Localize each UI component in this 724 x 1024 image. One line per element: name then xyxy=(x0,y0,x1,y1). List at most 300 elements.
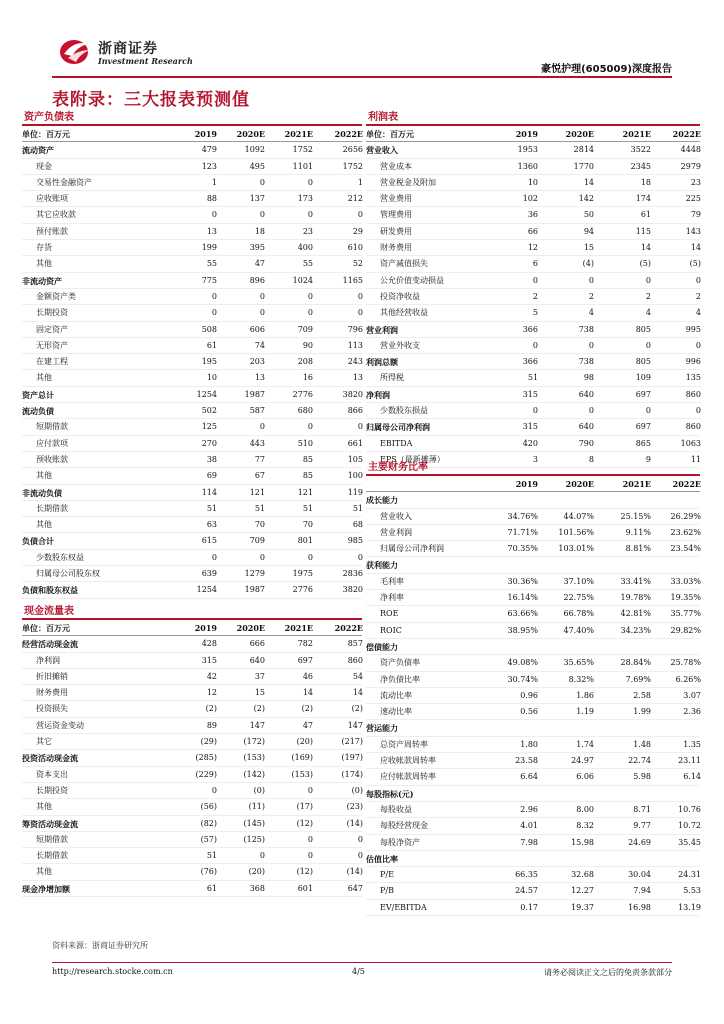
year-header: 2020E xyxy=(565,479,594,489)
cell-value: 1101 xyxy=(292,161,313,171)
row-label: 营业税金及附加 xyxy=(380,177,436,187)
footer-url[interactable]: http://research.stocke.com.cn xyxy=(52,967,173,976)
table-row xyxy=(22,322,362,338)
cell-value: 109 xyxy=(635,373,651,383)
cell-value: 25.15% xyxy=(620,511,651,521)
cell-value: 34.23% xyxy=(620,625,651,635)
cell-value: 142 xyxy=(578,194,594,204)
cell-value: (153) xyxy=(243,753,265,763)
row-label: 投资净收益 xyxy=(380,291,420,301)
cell-value: 8.00 xyxy=(576,804,594,814)
cell-value: 63.66% xyxy=(507,609,538,619)
cell-value: 400 xyxy=(297,243,313,253)
cell-value: 680 xyxy=(297,406,313,416)
cell-value: 1254 xyxy=(196,585,217,595)
row-label: 归属母公司股东权 xyxy=(36,569,100,579)
cell-value: 610 xyxy=(347,243,363,253)
cell-value: (14) xyxy=(346,818,363,828)
table-row xyxy=(22,669,362,685)
cell-value: 0 xyxy=(645,406,651,416)
table-row xyxy=(366,387,700,403)
cell-value: 697 xyxy=(635,422,651,432)
cell-value: (5) xyxy=(689,259,701,269)
cell-value: 123 xyxy=(201,161,217,171)
cell-value: 2776 xyxy=(292,389,313,399)
row-label: 净利润 xyxy=(366,389,390,400)
row-label: 其他 xyxy=(36,520,52,530)
cell-value: 738 xyxy=(578,357,594,367)
cell-value xyxy=(651,851,701,866)
cell-value: 0 xyxy=(695,340,701,350)
cell-value: 13 xyxy=(206,226,217,236)
cell-value: 0 xyxy=(259,851,265,861)
cell-value: 22.75% xyxy=(563,593,594,603)
row-label: 非流动资产 xyxy=(22,275,62,286)
cell-value: (57) xyxy=(200,834,217,844)
table-row xyxy=(366,289,700,305)
cell-value: 15 xyxy=(583,243,594,253)
row-label: 长期投资 xyxy=(36,785,68,795)
row-label: 财务费用 xyxy=(36,688,68,698)
table-row xyxy=(22,783,362,799)
cell-value: 420 xyxy=(522,438,538,448)
cell-value: 860 xyxy=(347,655,363,665)
row-label: 短期借款 xyxy=(36,834,68,844)
cell-value: 601 xyxy=(297,883,313,893)
cell-value: 0 xyxy=(307,210,313,220)
cell-value: 896 xyxy=(249,275,265,285)
cell-value: 1770 xyxy=(573,161,594,171)
row-label: 获利能力 xyxy=(366,560,398,571)
table-row xyxy=(22,224,362,240)
cell-value: 395 xyxy=(249,243,265,253)
row-label: 无形资产 xyxy=(36,340,68,350)
table-row xyxy=(22,566,362,582)
row-label: 交易性金融资产 xyxy=(36,177,92,187)
row-label: 偿债能力 xyxy=(366,641,398,652)
table-row xyxy=(366,509,700,525)
row-label: 总资产周转率 xyxy=(380,739,428,749)
cell-value: 0 xyxy=(645,275,651,285)
cell-value: (2) xyxy=(205,704,217,714)
cell-value: 0 xyxy=(211,210,217,220)
cell-value: 3 xyxy=(532,454,538,464)
cell-value: 0 xyxy=(307,851,313,861)
cell-value: 640 xyxy=(578,389,594,399)
cell-value: 13 xyxy=(254,373,265,383)
table-row xyxy=(22,452,362,468)
cell-value: 173 xyxy=(297,194,313,204)
cell-value: 0.56 xyxy=(520,707,538,717)
table-row xyxy=(22,256,362,272)
cell-value: 66.35 xyxy=(515,870,538,880)
year-header: 2021E xyxy=(284,129,313,139)
table-header-row xyxy=(22,620,362,636)
cell-value: 23 xyxy=(690,177,701,187)
cell-value: 1.19 xyxy=(576,707,594,717)
footer-divider xyxy=(52,962,672,963)
row-label: 其他 xyxy=(36,802,52,812)
row-label: 公允价值变动损益 xyxy=(380,275,444,285)
cash-flow-table xyxy=(22,605,362,897)
cell-value: (56) xyxy=(200,802,217,812)
cell-value: 208 xyxy=(297,357,313,367)
cell-value: 0 xyxy=(588,406,594,416)
table-row xyxy=(22,864,362,880)
table-row xyxy=(22,436,362,452)
row-label: 营业收入 xyxy=(366,145,398,156)
cell-value: 2.58 xyxy=(633,690,651,700)
cell-value xyxy=(486,851,538,866)
page-title: 表附录：三大报表预测值 xyxy=(52,90,250,110)
row-label: EBITDA xyxy=(380,438,413,448)
cell-value: (20) xyxy=(248,867,265,877)
row-label: 少数股东损益 xyxy=(380,406,428,416)
cell-value: 801 xyxy=(297,536,313,546)
year-header: 2021E xyxy=(622,479,651,489)
cell-value: 6.14 xyxy=(683,772,701,782)
cell-value: 137 xyxy=(249,194,265,204)
cell-value: 0.96 xyxy=(520,690,538,700)
cell-value: 661 xyxy=(347,438,363,448)
cell-value: (82) xyxy=(200,818,217,828)
row-label: EV/EBITDA xyxy=(380,902,427,912)
page-number: 4/5 xyxy=(352,967,365,976)
report-title: 豪悦护理(605009)深度报告 xyxy=(541,64,672,75)
unit-label: 单位：百万元 xyxy=(22,623,70,633)
cell-value: 35.65% xyxy=(563,658,594,668)
table-row xyxy=(366,688,700,704)
cell-value: (29) xyxy=(200,737,217,747)
cell-value: 16 xyxy=(302,373,313,383)
cell-value: 796 xyxy=(347,324,363,334)
row-label: 毛利率 xyxy=(380,576,404,586)
cell-value: (174) xyxy=(341,769,363,779)
cell-value: 0 xyxy=(307,422,313,432)
cell-value: 13 xyxy=(352,373,363,383)
cell-value: 2 xyxy=(695,291,701,301)
row-label: 速动比率 xyxy=(380,707,412,717)
cell-value: 587 xyxy=(249,406,265,416)
cell-value: 1752 xyxy=(342,161,363,171)
table-row xyxy=(366,159,700,175)
cell-value: 1.48 xyxy=(633,739,651,749)
cell-value: 0 xyxy=(259,422,265,432)
cell-value: (169) xyxy=(291,753,313,763)
row-label: 营业利润 xyxy=(366,324,398,335)
section-title: 主要财务比率 xyxy=(366,461,700,476)
cell-value: 10 xyxy=(206,373,217,383)
cell-value: 51 xyxy=(254,503,265,513)
table-row xyxy=(22,832,362,848)
cell-value: 55 xyxy=(302,259,313,269)
table-row xyxy=(366,419,700,435)
cell-value: 66 xyxy=(527,226,538,236)
cell-value: 30.74% xyxy=(507,674,538,684)
cell-value: 2814 xyxy=(573,145,594,155)
row-label: 财务费用 xyxy=(380,243,412,253)
cell-value: 88 xyxy=(206,194,217,204)
cell-value: 24.69 xyxy=(628,837,651,847)
cell-value: 29 xyxy=(352,226,363,236)
cell-value: 0 xyxy=(211,308,217,318)
header-divider xyxy=(52,76,672,78)
cell-value xyxy=(486,492,538,507)
table-row xyxy=(366,769,700,785)
cell-value: 36 xyxy=(527,210,538,220)
cell-value: 639 xyxy=(201,569,217,579)
unit-label: 单位：百万元 xyxy=(366,129,414,139)
row-label: 每股指标(元) xyxy=(366,788,414,799)
table-row xyxy=(366,639,700,655)
cell-value: 2 xyxy=(588,291,594,301)
table-header-row xyxy=(22,126,362,142)
cell-value: 606 xyxy=(249,324,265,334)
table-row xyxy=(22,338,362,354)
table-row xyxy=(22,289,362,305)
balance-sheet-table xyxy=(22,111,362,599)
cell-value: 2776 xyxy=(292,585,313,595)
cell-value xyxy=(651,720,701,735)
row-label: 营业收入 xyxy=(380,511,412,521)
cell-value: (20) xyxy=(296,737,313,747)
cell-value: 23 xyxy=(302,226,313,236)
cell-value: 7.98 xyxy=(520,837,538,847)
row-label: 每股收益 xyxy=(380,804,412,814)
table-row xyxy=(366,175,700,191)
cell-value: 147 xyxy=(347,720,363,730)
cell-value: 69 xyxy=(206,471,217,481)
cell-value: 0 xyxy=(307,308,313,318)
cell-value: 11 xyxy=(690,454,701,464)
cell-value: 85 xyxy=(302,471,313,481)
cell-value xyxy=(538,639,594,654)
table-row xyxy=(22,767,362,783)
row-label: 投资损失 xyxy=(36,704,68,714)
cell-value: (12) xyxy=(296,867,313,877)
cell-value: 143 xyxy=(685,226,701,236)
cell-value: 315 xyxy=(201,655,217,665)
table-row xyxy=(366,802,700,818)
cell-value: 47 xyxy=(254,259,265,269)
cell-value: 4.01 xyxy=(520,821,538,831)
table-row xyxy=(22,636,362,652)
cell-value xyxy=(594,851,651,866)
cell-value: 12 xyxy=(206,688,217,698)
cell-value: 697 xyxy=(635,389,651,399)
table-row xyxy=(22,191,362,207)
cell-value: 2345 xyxy=(630,161,651,171)
cell-value: 1165 xyxy=(342,275,363,285)
cell-value: 860 xyxy=(685,389,701,399)
cell-value: 640 xyxy=(578,422,594,432)
year-header: 2019 xyxy=(194,129,217,139)
cell-value xyxy=(651,492,701,507)
cell-value xyxy=(594,557,651,572)
row-label: 归属母公司净利润 xyxy=(380,544,444,554)
year-header: 2019 xyxy=(515,129,538,139)
cell-value: 34.76% xyxy=(507,511,538,521)
cell-value: 443 xyxy=(249,438,265,448)
cell-value: 61 xyxy=(206,340,217,350)
cell-value: 0 xyxy=(211,291,217,301)
cell-value: 2.96 xyxy=(520,804,538,814)
row-label: 应付帐款周转率 xyxy=(380,772,436,782)
cell-value: (12) xyxy=(296,818,313,828)
cell-value: 0 xyxy=(588,275,594,285)
cell-value: (145) xyxy=(243,818,265,828)
cell-value xyxy=(594,492,651,507)
cell-value: 0 xyxy=(357,210,363,220)
cell-value: 368 xyxy=(249,883,265,893)
cell-value: 30.04 xyxy=(628,870,651,880)
cell-value: 19.35% xyxy=(670,593,701,603)
cell-value: 1987 xyxy=(244,389,265,399)
cell-value xyxy=(538,557,594,572)
cell-value: 6.64 xyxy=(520,772,538,782)
cell-value: 51 xyxy=(527,373,538,383)
cell-value: 37.10% xyxy=(563,576,594,586)
cell-value: 23.54% xyxy=(670,544,701,554)
cell-value: 0 xyxy=(357,834,363,844)
row-label: 营运能力 xyxy=(366,723,398,734)
table-row xyxy=(22,207,362,223)
table-row xyxy=(366,557,700,573)
cell-value: 28.84% xyxy=(620,658,651,668)
company-logo-icon xyxy=(58,36,94,66)
cell-value: 709 xyxy=(249,536,265,546)
table-row xyxy=(366,867,700,883)
cell-value: 709 xyxy=(297,324,313,334)
row-label: 估值比率 xyxy=(366,853,398,864)
row-label: 资产减值损失 xyxy=(380,259,428,269)
row-label: 长期借款 xyxy=(36,851,68,861)
cell-value: 14 xyxy=(352,688,363,698)
table-row xyxy=(366,240,700,256)
table-row xyxy=(22,419,362,435)
table-row xyxy=(366,753,700,769)
row-label: 其他 xyxy=(36,471,52,481)
source-note: 资料来源：浙商证券研究所 xyxy=(52,941,148,950)
cell-value: 9.11% xyxy=(625,527,651,537)
row-label: 其他 xyxy=(36,259,52,269)
cell-value: 74 xyxy=(254,340,265,350)
table-row xyxy=(366,672,700,688)
table-row xyxy=(366,900,700,916)
cell-value: 26.29% xyxy=(670,511,701,521)
cell-value: 70.35% xyxy=(507,544,538,554)
cell-value: 203 xyxy=(249,357,265,367)
cell-value: 33.41% xyxy=(620,576,651,586)
cell-value: 315 xyxy=(522,389,538,399)
disclaimer-note: 请务必阅读正文之后的免责条款部分 xyxy=(544,968,672,977)
row-label: ROE xyxy=(380,609,399,619)
table-row xyxy=(22,881,362,897)
table-row xyxy=(22,240,362,256)
cell-value: 1.80 xyxy=(520,739,538,749)
cell-value: 5 xyxy=(532,308,538,318)
cell-value: 12.27 xyxy=(571,886,594,896)
section-title: 利润表 xyxy=(366,111,700,126)
cell-value: 22.74 xyxy=(628,756,651,766)
table-row xyxy=(22,701,362,717)
cell-value: 0 xyxy=(259,291,265,301)
cell-value: 51 xyxy=(302,503,313,513)
year-header: 2019 xyxy=(194,623,217,633)
cell-value: 2979 xyxy=(680,161,701,171)
cell-value: 51 xyxy=(352,503,363,513)
cell-value: 0 xyxy=(532,406,538,416)
row-label: 营业外收支 xyxy=(380,340,420,350)
table-row xyxy=(366,322,700,338)
cell-value: (217) xyxy=(341,737,363,747)
cell-value: 18 xyxy=(640,177,651,187)
page-header xyxy=(52,30,672,78)
cell-value: 860 xyxy=(685,422,701,432)
cell-value: 105 xyxy=(347,454,363,464)
cell-value: 15 xyxy=(254,688,265,698)
table-row xyxy=(22,175,362,191)
cell-value: 33.03% xyxy=(670,576,701,586)
cell-value: 1.99 xyxy=(633,707,651,717)
cell-value: 0 xyxy=(357,552,363,562)
table-row xyxy=(22,517,362,533)
cell-value xyxy=(594,720,651,735)
row-label: 其它应收款 xyxy=(36,210,76,220)
cell-value: 0 xyxy=(211,785,217,795)
financial-ratios-table xyxy=(366,461,700,916)
table-row xyxy=(22,387,362,403)
row-label: 营业成本 xyxy=(380,161,412,171)
cell-value: 666 xyxy=(249,639,265,649)
cell-value: 113 xyxy=(347,340,363,350)
cell-value: 12 xyxy=(527,243,538,253)
year-header: 2021E xyxy=(622,129,651,139)
cell-value: 2 xyxy=(645,291,651,301)
table-row xyxy=(366,436,700,452)
cell-value: 37 xyxy=(254,671,265,681)
cell-value xyxy=(486,720,538,735)
table-row xyxy=(22,468,362,484)
cell-value: 101.56% xyxy=(558,527,594,537)
row-label: 所得税 xyxy=(380,373,404,383)
cell-value: 212 xyxy=(347,194,363,204)
cell-value: 1987 xyxy=(244,585,265,595)
row-label: 研发费用 xyxy=(380,226,412,236)
cell-value: 2.36 xyxy=(683,707,701,717)
cell-value: 805 xyxy=(635,324,651,334)
cell-value xyxy=(651,786,701,801)
cell-value: 615 xyxy=(201,536,217,546)
table-row xyxy=(22,799,362,815)
year-header: 2022E xyxy=(334,623,363,633)
row-label: 非流动负债 xyxy=(22,487,62,498)
cell-value: 9 xyxy=(645,454,651,464)
row-label: 资产负债率 xyxy=(380,658,420,668)
cell-value: 4 xyxy=(695,308,701,318)
year-header: 2019 xyxy=(515,479,538,489)
cell-value: 6 xyxy=(532,259,538,269)
row-label: 净利率 xyxy=(380,593,404,603)
table-row xyxy=(22,750,362,766)
table-row xyxy=(366,224,700,240)
cell-value: 0 xyxy=(307,291,313,301)
table-row xyxy=(366,273,700,289)
cell-value: 0 xyxy=(695,406,701,416)
row-label: 应收帐款周转率 xyxy=(380,756,436,766)
row-label: 现金 xyxy=(36,161,52,171)
row-label: 负债合计 xyxy=(22,536,54,547)
